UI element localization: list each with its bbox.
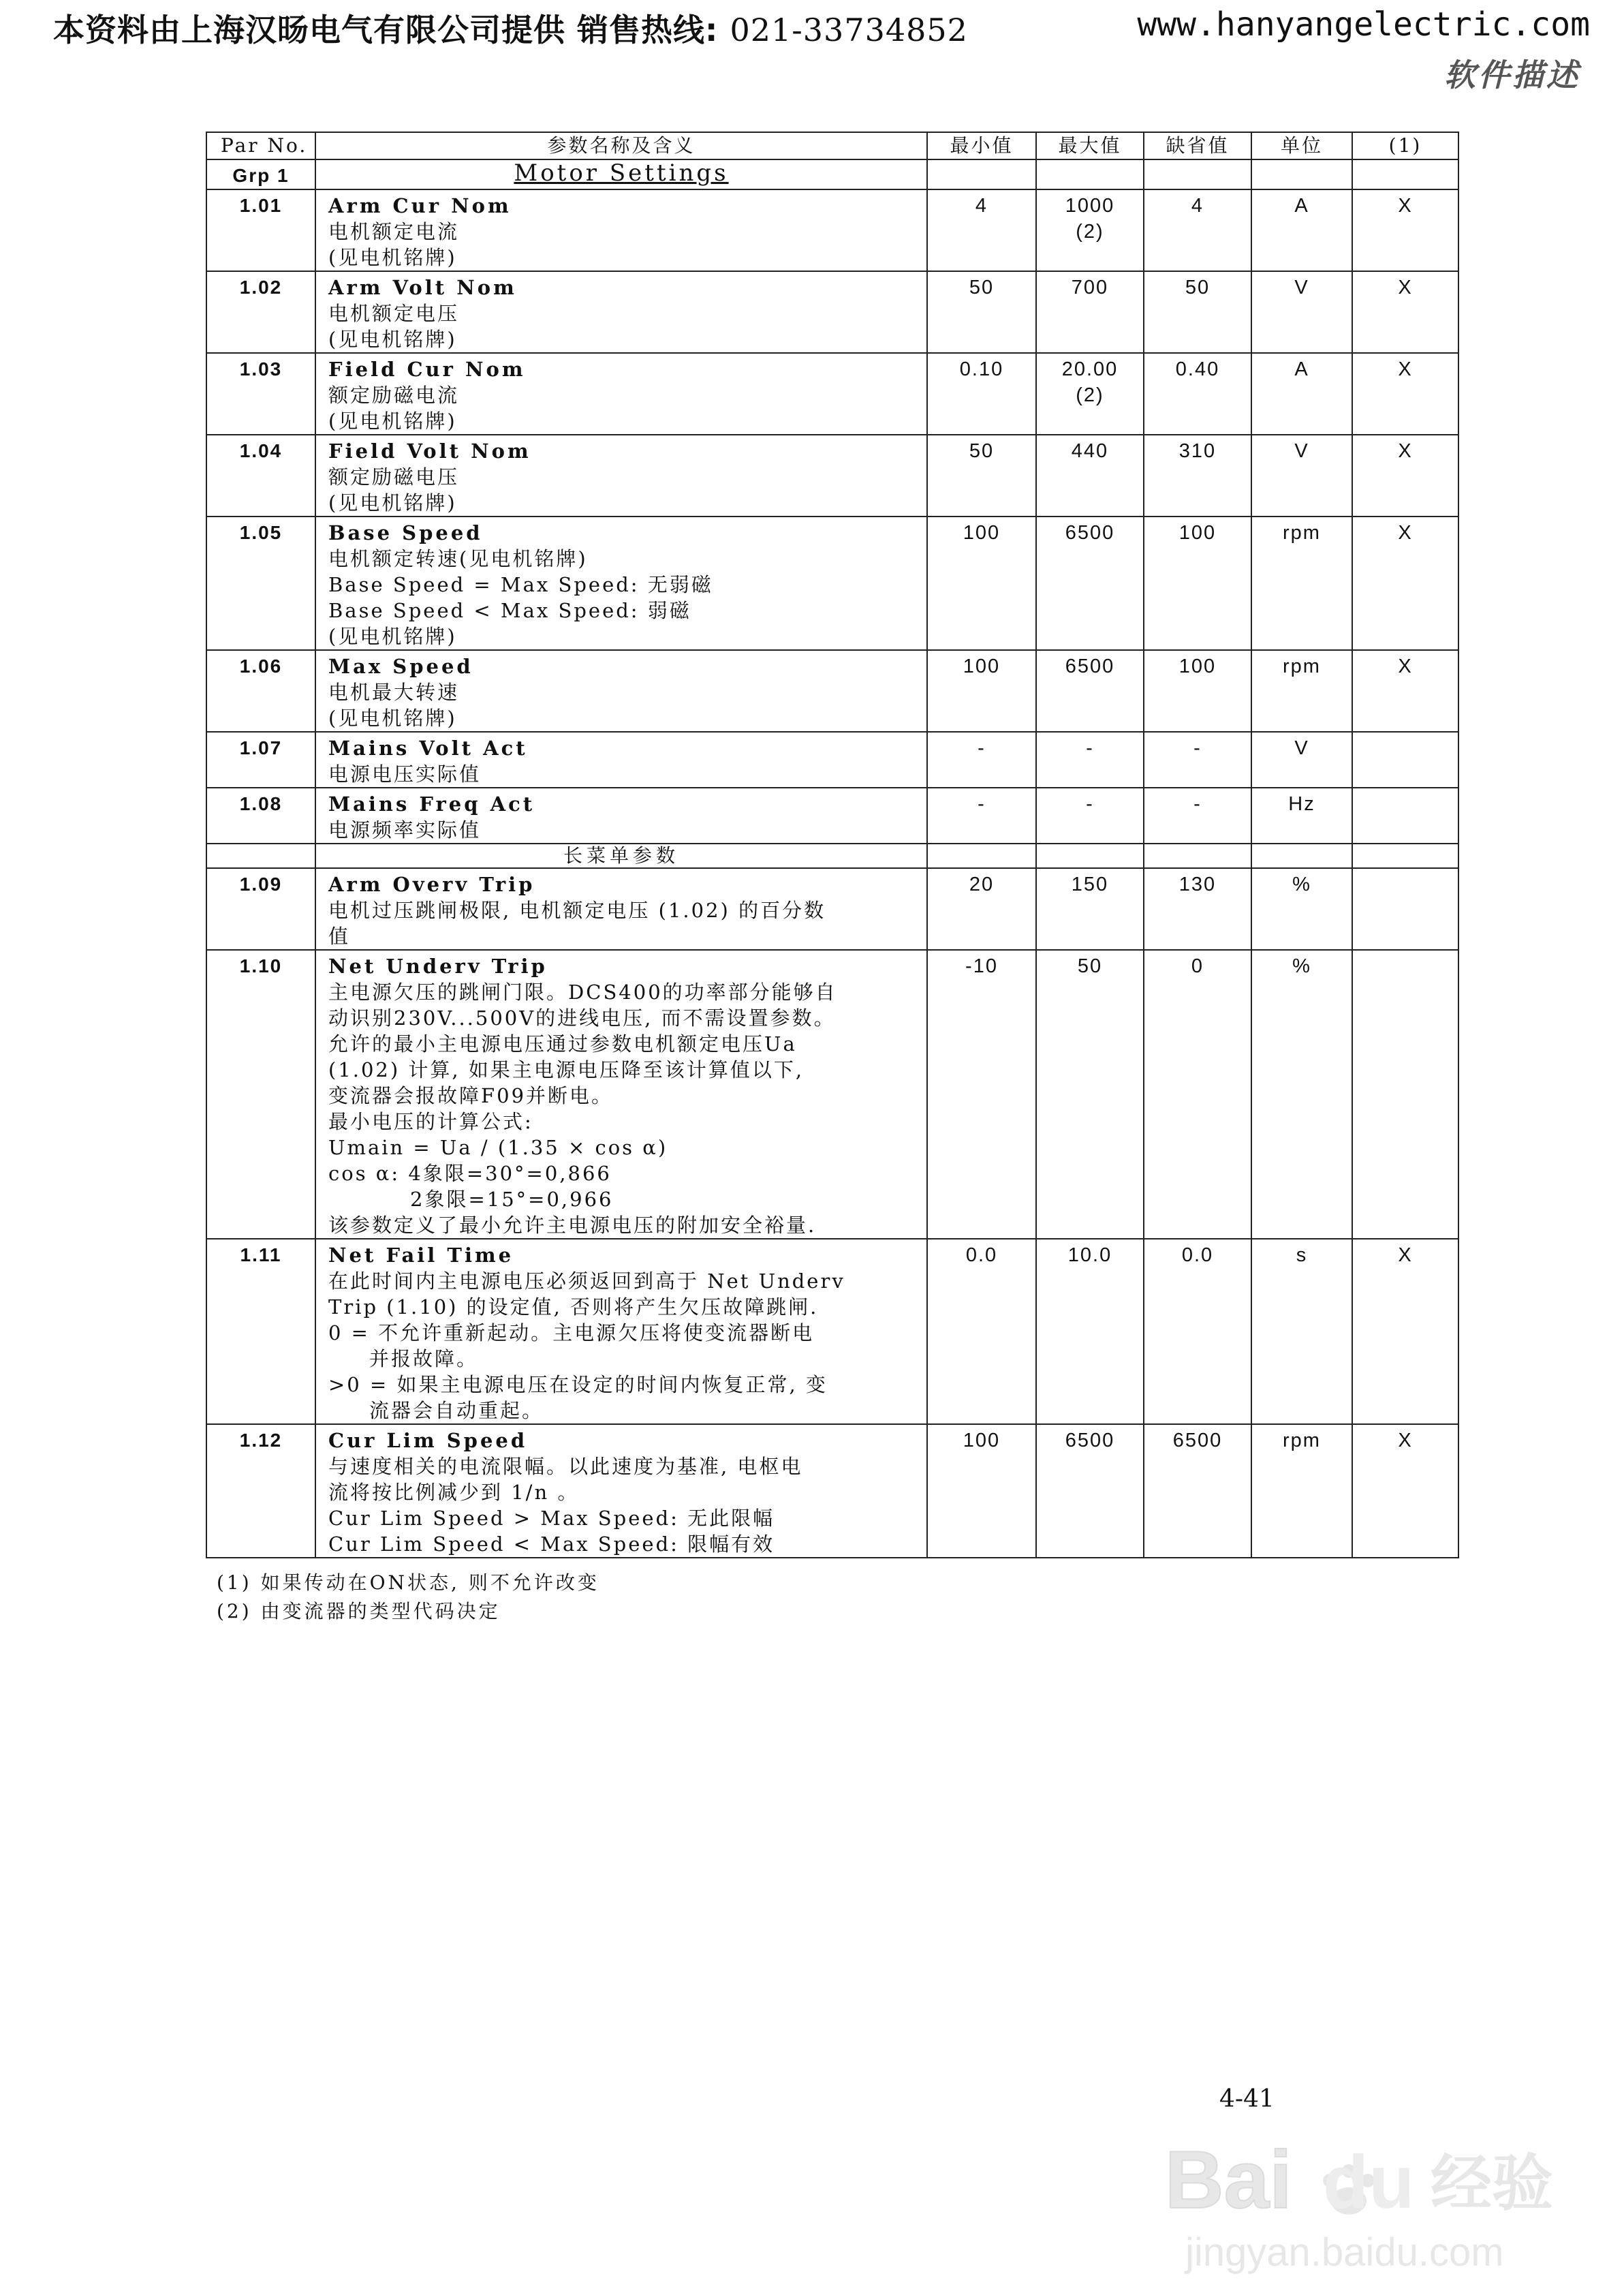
table-row <box>206 1424 1458 1558</box>
param-name: Arm Volt Nom <box>328 276 517 299</box>
param-min: 100 <box>927 1424 1036 1558</box>
param-description-line: Cur Lim Speed < Max Speed: 限幅有效 <box>328 1532 775 1556</box>
param-note-flag: X <box>1352 650 1458 732</box>
param-note-flag: X <box>1352 1239 1458 1424</box>
param-max-value: 20.00 <box>1061 358 1119 380</box>
page-number: 4-41 <box>1219 2085 1275 2113</box>
header-source <box>53 5 968 50</box>
group-title: Motor Settings <box>315 159 927 189</box>
param-description-line: (见电机铭牌) <box>328 246 457 269</box>
param-name: Net Fail Time <box>328 1244 514 1267</box>
param-description-line: (见电机铭牌) <box>328 410 457 433</box>
param-default: - <box>1144 788 1251 844</box>
param-description-line: 流器会自动重起。 <box>369 1399 544 1422</box>
param-description-line: (见电机铭牌) <box>328 491 457 514</box>
param-unit: rpm <box>1251 650 1352 732</box>
param-description <box>315 353 927 435</box>
param-number: 1.01 <box>206 189 315 271</box>
param-description-line: 电机额定转速(见电机铭牌) <box>328 547 588 570</box>
group-number: Grp 1 <box>206 159 315 189</box>
param-number: 1.02 <box>206 271 315 353</box>
param-name: Field Cur Nom <box>328 358 526 381</box>
param-number: 1.05 <box>206 517 315 650</box>
param-default: 100 <box>1144 517 1251 650</box>
param-description-line: 允许的最小主电源电压通过参数电机额定电压Ua <box>328 1032 797 1056</box>
param-max <box>1036 435 1144 517</box>
param-max <box>1036 353 1144 435</box>
param-max <box>1036 650 1144 732</box>
param-description-line: (见电机铭牌) <box>328 707 457 730</box>
param-unit: V <box>1251 435 1352 517</box>
table-row <box>206 189 1458 271</box>
param-max <box>1036 732 1144 788</box>
param-description-line: (1.02) 计算, 如果主电源电压降至该计算值以下, <box>328 1058 805 1081</box>
param-note-flag: X <box>1352 1424 1458 1558</box>
param-description-line: 在此时间内主电源电压必须返回到高于 Net Underv <box>328 1269 845 1293</box>
param-min: - <box>927 732 1036 788</box>
param-unit: A <box>1251 353 1352 435</box>
table-header-row <box>206 132 1458 159</box>
col-header-note: (1) <box>1352 132 1458 159</box>
footnote-2: (2) 由变流器的类型代码决定 <box>217 1600 501 1622</box>
param-description <box>315 189 927 271</box>
table-row <box>206 517 1458 650</box>
param-note-flag <box>1352 868 1458 950</box>
param-min: 0.10 <box>927 353 1036 435</box>
param-max-value: 50 <box>1077 955 1103 977</box>
param-description-line: Cur Lim Speed > Max Speed: 无此限幅 <box>328 1507 775 1530</box>
param-unit: Hz <box>1251 788 1352 844</box>
param-unit: A <box>1251 189 1352 271</box>
param-description-line: Trip (1.10) 的设定值, 否则将产生欠压故障跳闸. <box>328 1295 819 1319</box>
header-source-text: 本资料由上海汉旸电气有限公司提供 销售热线: <box>53 12 719 48</box>
group-row <box>206 159 1458 189</box>
param-note-flag <box>1352 788 1458 844</box>
table-row <box>206 1239 1458 1424</box>
param-min: 50 <box>927 435 1036 517</box>
param-default: 0 <box>1144 950 1251 1239</box>
param-max-value: 150 <box>1071 874 1109 895</box>
param-default: - <box>1144 732 1251 788</box>
watermark-brand-suffix: du <box>1323 2140 1415 2224</box>
param-min: 100 <box>927 517 1036 650</box>
param-name: Mains Volt Act <box>328 737 528 760</box>
watermark-url: jingyan.baidu.com <box>1185 2230 1504 2275</box>
param-unit: % <box>1251 950 1352 1239</box>
param-description-line: 电机最大转速 <box>328 681 460 704</box>
param-number: 1.06 <box>206 650 315 732</box>
param-description <box>315 950 927 1239</box>
table-row <box>206 271 1458 353</box>
param-name: Mains Freq Act <box>328 792 535 816</box>
param-description-line: 流将按比例减少到 1/n 。 <box>328 1481 580 1504</box>
param-min: 20 <box>927 868 1036 950</box>
footnotes <box>217 1569 599 1626</box>
param-description-line: 与速度相关的电流限幅。以此速度为基准, 电枢电 <box>328 1455 803 1478</box>
param-max <box>1036 189 1144 271</box>
param-name: Base Speed <box>328 521 483 544</box>
watermark-product: 经验 <box>1431 2148 1553 2219</box>
param-unit: V <box>1251 732 1352 788</box>
param-description-line: >0 = 如果主电源电压在设定的时间内恢复正常, 变 <box>328 1373 828 1396</box>
param-note-flag: X <box>1352 435 1458 517</box>
table-row <box>206 435 1458 517</box>
param-max-value: 6500 <box>1065 656 1115 677</box>
param-min: 50 <box>927 271 1036 353</box>
param-default: 310 <box>1144 435 1251 517</box>
param-description-line: 该参数定义了最小允许主电源电压的附加安全裕量. <box>328 1214 817 1237</box>
param-description-line: 并报故障。 <box>369 1347 479 1370</box>
param-description <box>315 788 927 844</box>
param-description <box>315 517 927 650</box>
param-max-note: (2) <box>1076 384 1104 406</box>
param-max-value: 10.0 <box>1067 1244 1112 1266</box>
param-description <box>315 435 927 517</box>
param-description-line: 值 <box>328 925 351 948</box>
param-note-flag: X <box>1352 271 1458 353</box>
param-description-line: 额定励磁电压 <box>328 465 460 489</box>
param-note-flag: X <box>1352 189 1458 271</box>
param-note-flag: X <box>1352 353 1458 435</box>
param-unit: rpm <box>1251 1424 1352 1558</box>
param-default: 130 <box>1144 868 1251 950</box>
param-name: Arm Overv Trip <box>328 873 535 896</box>
table-body <box>206 159 1458 1558</box>
param-number: 1.04 <box>206 435 315 517</box>
param-description-line: 2象限=15°=0,966 <box>410 1188 614 1211</box>
col-header-min: 最小值 <box>927 132 1036 159</box>
col-header-parno: Par No. <box>206 132 315 159</box>
param-unit: % <box>1251 868 1352 950</box>
param-max-value: 6500 <box>1065 522 1115 544</box>
param-name: Net Underv Trip <box>328 955 548 978</box>
param-description-line: Base Speed = Max Speed: 无弱磁 <box>328 573 713 596</box>
param-min: 0.0 <box>927 1239 1036 1424</box>
param-min: -10 <box>927 950 1036 1239</box>
param-default: 100 <box>1144 650 1251 732</box>
param-max <box>1036 1239 1144 1424</box>
table-row <box>206 353 1458 435</box>
param-description-line: 额定励磁电流 <box>328 384 460 407</box>
param-unit: s <box>1251 1239 1352 1424</box>
param-max <box>1036 271 1144 353</box>
param-description-line: Umain = Ua / (1.35 × cos α) <box>328 1136 668 1159</box>
param-description-line: 电机额定电压 <box>328 302 460 325</box>
param-max-value: 6500 <box>1065 1430 1115 1451</box>
param-description <box>315 650 927 732</box>
param-description-line: 电机额定电流 <box>328 220 460 243</box>
param-description-line: 电机过压跳闸极限, 电机额定电压 (1.02) 的百分数 <box>328 899 826 922</box>
param-number: 1.12 <box>206 1424 315 1558</box>
param-description <box>315 1424 927 1558</box>
header-phone: 021-33734852 <box>730 12 968 48</box>
param-default: 6500 <box>1144 1424 1251 1558</box>
param-description-line: 电源频率实际值 <box>328 818 482 842</box>
table-row <box>206 868 1458 950</box>
footnote-1: (1) 如果传动在ON状态, 则不允许改变 <box>217 1571 599 1594</box>
param-max-value: 440 <box>1071 440 1109 462</box>
col-header-name: 参数名称及含义 <box>315 132 927 159</box>
param-description-line: 0 = 不允许重新起动。主电源欠压将使变流器断电 <box>328 1321 815 1344</box>
param-description-line: (见电机铭牌) <box>328 328 457 351</box>
param-description <box>315 732 927 788</box>
param-number: 1.08 <box>206 788 315 844</box>
param-max <box>1036 868 1144 950</box>
param-default: 4 <box>1144 189 1251 271</box>
param-default: 0.0 <box>1144 1239 1251 1424</box>
param-note-flag: X <box>1352 517 1458 650</box>
param-max <box>1036 1424 1144 1558</box>
param-number: 1.07 <box>206 732 315 788</box>
param-min: - <box>927 788 1036 844</box>
param-description-line: cos α: 4象限=30°=0,866 <box>328 1162 612 1185</box>
section-title: 软件描述 <box>1444 57 1580 93</box>
param-description-line: 变流器会报故障F09并断电。 <box>328 1084 614 1107</box>
col-header-unit: 单位 <box>1251 132 1352 159</box>
param-max <box>1036 517 1144 650</box>
baidu-jingyan-watermark <box>1151 2106 1560 2283</box>
param-max <box>1036 788 1144 844</box>
param-name: Cur Lim Speed <box>328 1429 528 1452</box>
param-unit: V <box>1251 271 1352 353</box>
long-menu-row <box>206 844 1458 868</box>
parameter-table <box>206 132 1459 1558</box>
param-description-line: 动识别230V...500V的进线电压, 而不需设置参数。 <box>328 1006 836 1030</box>
watermark-brand: Bai <box>1165 2134 1292 2225</box>
table-row <box>206 732 1458 788</box>
param-max-value: - <box>1086 737 1094 759</box>
param-description-line: 主电源欠压的跳闸门限。DCS400的功率部分能够自 <box>328 981 837 1004</box>
param-default: 0.40 <box>1144 353 1251 435</box>
param-number: 1.03 <box>206 353 315 435</box>
param-max <box>1036 950 1144 1239</box>
param-note-flag <box>1352 950 1458 1239</box>
param-description-line: 电源电压实际值 <box>328 763 482 786</box>
param-number: 1.11 <box>206 1239 315 1424</box>
param-note-flag <box>1352 732 1458 788</box>
param-max-value: 700 <box>1071 277 1109 298</box>
long-menu-label: 长菜单参数 <box>315 844 927 868</box>
col-header-max: 最大值 <box>1036 132 1144 159</box>
param-description <box>315 271 927 353</box>
param-default: 50 <box>1144 271 1251 353</box>
param-max-value: - <box>1086 793 1094 815</box>
param-unit: rpm <box>1251 517 1352 650</box>
param-min: 100 <box>927 650 1036 732</box>
header-website: www.hanyangelectric.com <box>1137 5 1590 44</box>
table-row <box>206 950 1458 1239</box>
param-description-line: (见电机铭牌) <box>328 625 457 648</box>
table-row <box>206 650 1458 732</box>
param-name: Field Volt Nom <box>328 440 531 463</box>
param-max-value: 1000 <box>1065 195 1115 217</box>
table-row <box>206 788 1458 844</box>
param-name: Max Speed <box>328 655 473 678</box>
col-header-default: 缺省值 <box>1144 132 1251 159</box>
param-number: 1.09 <box>206 868 315 950</box>
param-description-line: Base Speed < Max Speed: 弱磁 <box>328 599 691 622</box>
param-description-line: 最小电压的计算公式: <box>328 1110 533 1133</box>
param-description <box>315 868 927 950</box>
param-number: 1.10 <box>206 950 315 1239</box>
param-min: 4 <box>927 189 1036 271</box>
param-description <box>315 1239 927 1424</box>
param-name: Arm Cur Nom <box>328 194 512 217</box>
param-max-note: (2) <box>1076 221 1104 243</box>
